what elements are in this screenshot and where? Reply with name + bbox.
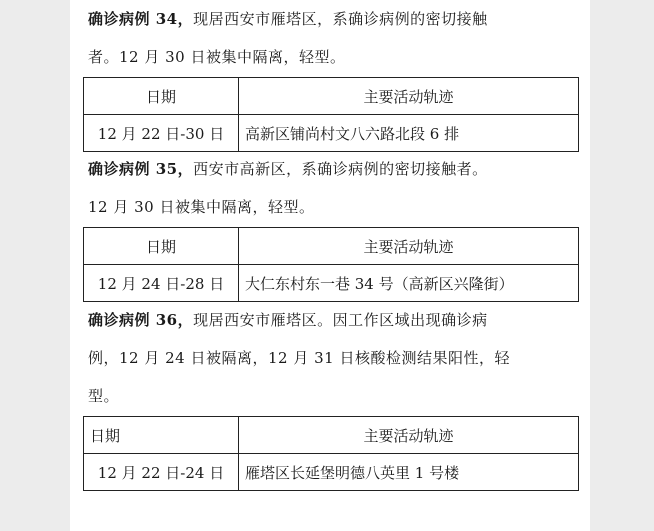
case-35-line-1: 确诊病例 35，西安市高新区，系确诊病例的密切接触者。 (88, 160, 488, 178)
case-35-line-2: 12 月 30 日被集中隔离，轻型。 (88, 198, 315, 216)
document-page (70, 0, 590, 531)
table-row (84, 454, 579, 491)
case-36-line-2: 例，12 月 24 日被隔离，12 月 31 日核酸检测结果阳性，轻 (88, 349, 510, 367)
case-36-line-3: 型。 (88, 387, 120, 405)
row-date: 12 月 22 日-30 日 (84, 115, 239, 152)
header-date: 日期 (84, 228, 239, 265)
case-34-line-2: 者。12 月 30 日被集中隔离，轻型。 (88, 48, 346, 66)
table-row (84, 115, 579, 152)
case-36-label: 确诊病例 36， (88, 311, 194, 329)
row-track: 雁塔区长延堡明德八英里 1 号楼 (239, 454, 579, 491)
table-header-row (84, 417, 579, 454)
header-track: 主要活动轨迹 (239, 78, 579, 115)
case-36-line-1: 确诊病例 36，现居西安市雁塔区。因工作区域出现确诊病 (88, 311, 488, 329)
row-date: 12 月 24 日-28 日 (84, 265, 239, 302)
case-34-label: 确诊病例 34， (88, 10, 194, 28)
case-34-line-1: 确诊病例 34，现居西安市雁塔区，系确诊病例的密切接触 (88, 10, 488, 28)
table-header-row (84, 228, 579, 265)
case-35-track-table (83, 227, 579, 302)
row-date: 12 月 22 日-24 日 (84, 454, 239, 491)
table-row (84, 265, 579, 302)
case-34-paragraph (88, 0, 583, 76)
case-36-paragraph (88, 301, 583, 415)
row-track: 大仁东村东一巷 34 号（高新区兴隆街） (239, 265, 579, 302)
row-track: 高新区铺尚村文八六路北段 6 排 (239, 115, 579, 152)
case-35-paragraph (88, 150, 583, 226)
case-34-track-table (83, 77, 579, 152)
header-track: 主要活动轨迹 (239, 228, 579, 265)
header-date: 日期 (84, 78, 239, 115)
header-date: 日期 (84, 417, 239, 454)
case-36-track-table (83, 416, 579, 491)
table-header-row (84, 78, 579, 115)
case-35-label: 确诊病例 35， (88, 160, 194, 178)
header-track: 主要活动轨迹 (239, 417, 579, 454)
